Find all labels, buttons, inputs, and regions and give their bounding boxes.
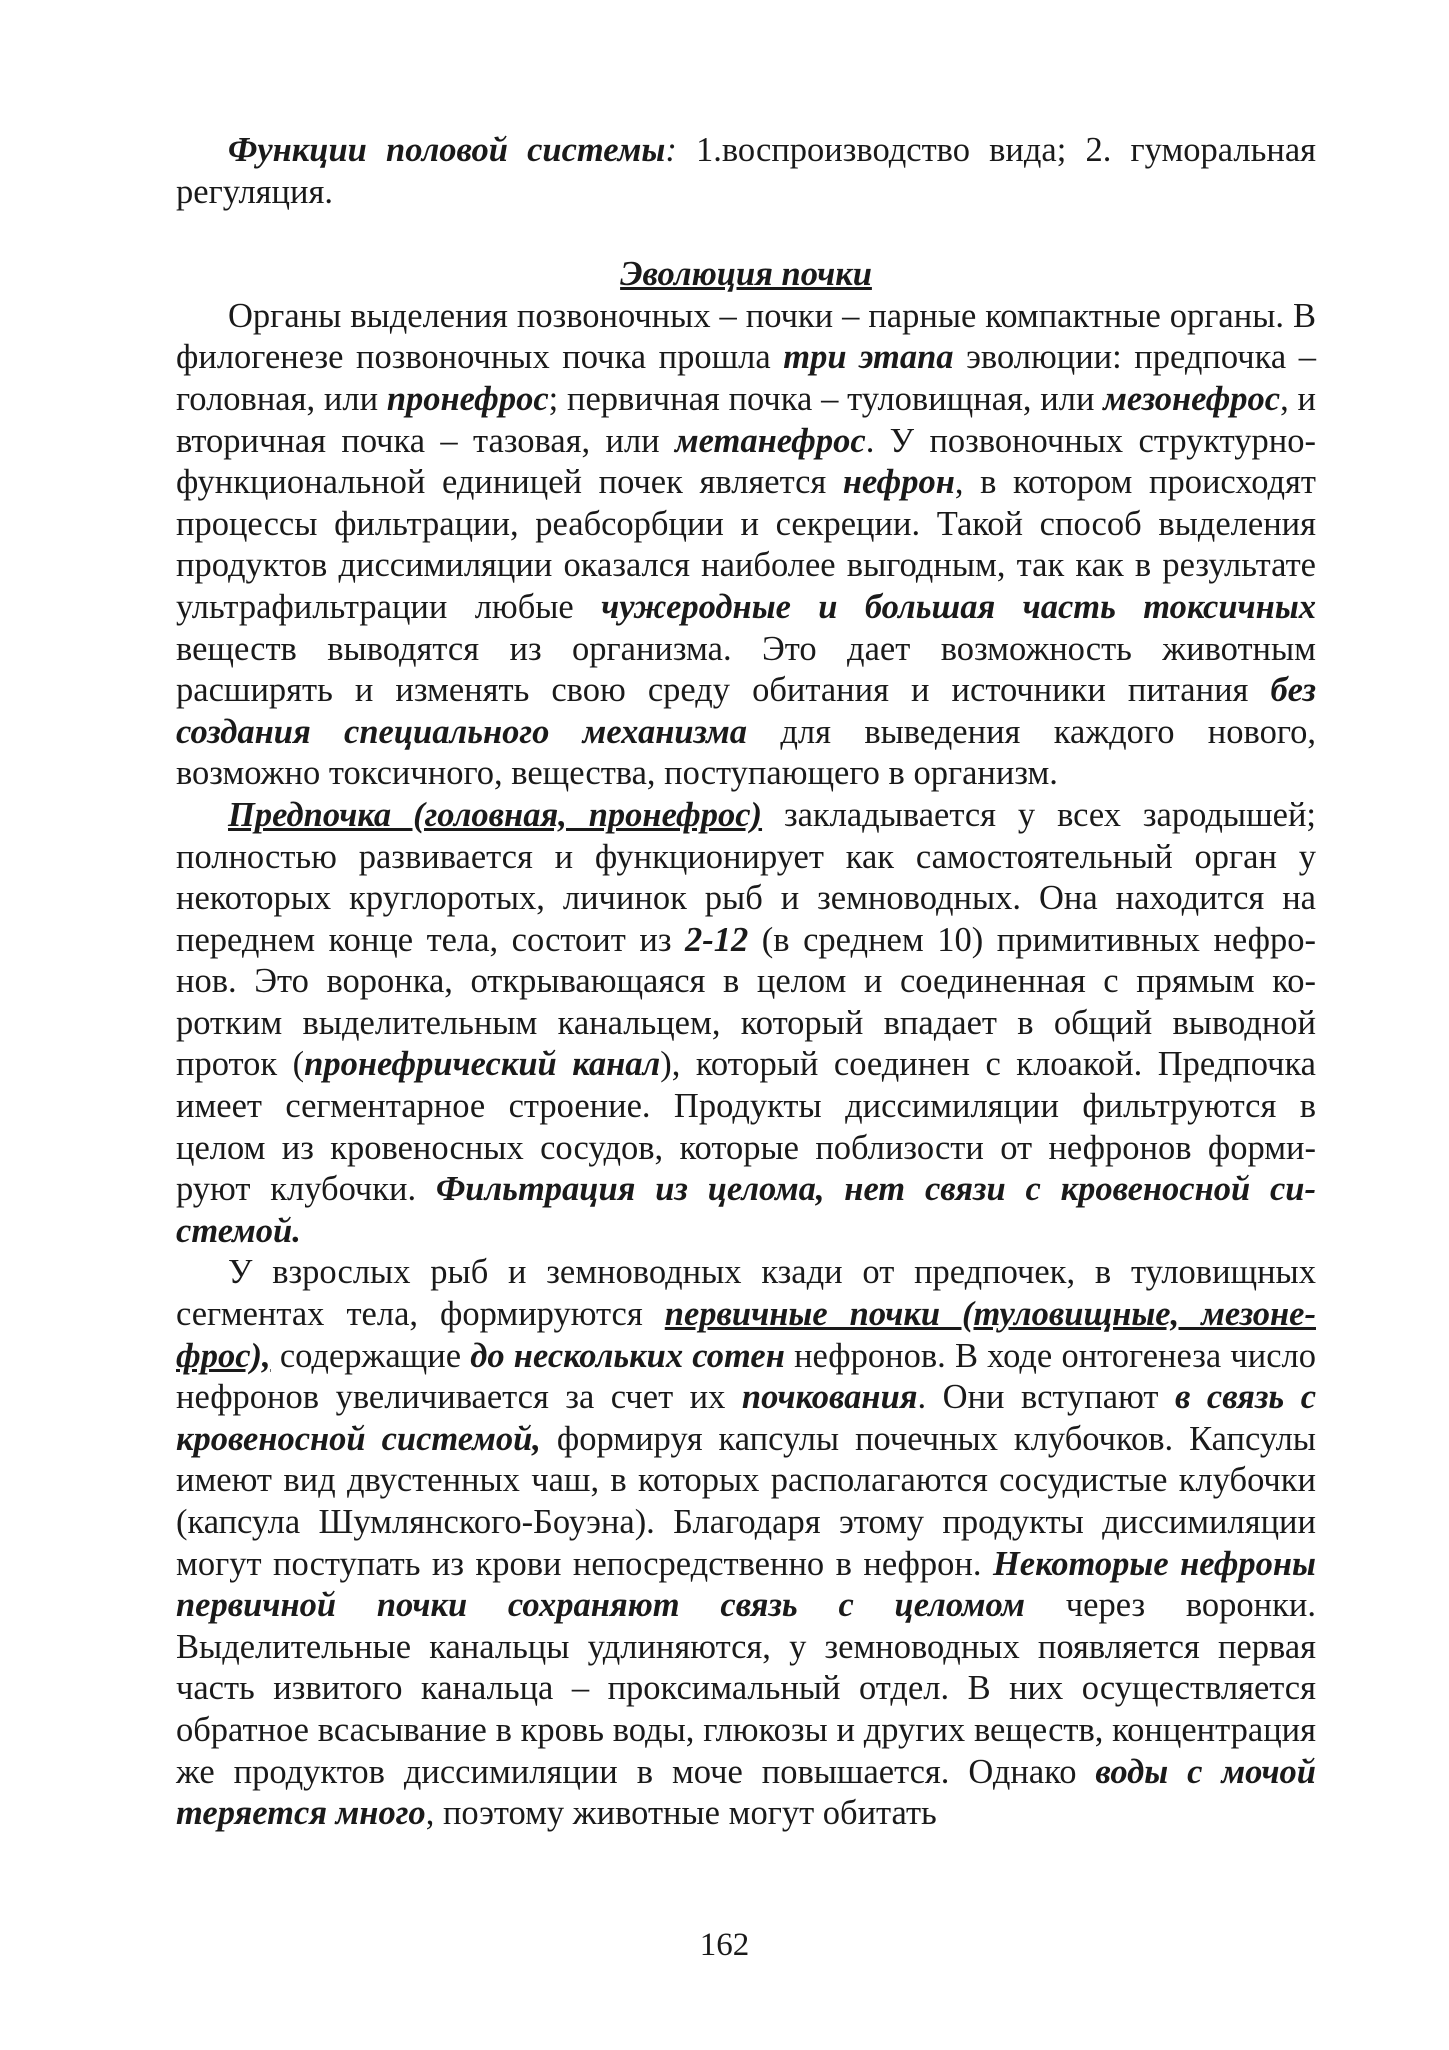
emphasis-run-underlined: первичные почки (туловищные, мезонефрос),: [176, 1295, 1316, 1375]
emphasis-run: три этапа: [783, 338, 954, 377]
emphasis-run: пронефрос: [386, 379, 549, 418]
text-run: , поэтому животные могут обитать: [425, 1794, 937, 1833]
section-heading: [176, 254, 1316, 296]
text-run: закладывается у всех зародышей; полностью развивается и функционирует как самостоятельный орган у некоторых круглоротых, личинок рыб и земноводных. Она находится на переднем конце тела, состоит из: [176, 795, 1316, 959]
emphasis-run: метанефрос: [675, 421, 866, 460]
emphasis-run: 2-12: [685, 920, 749, 959]
text-run: веществ выводятся из организма. Это дает возможность животным расширять и изменять свою среду обитания и источники питания: [176, 629, 1316, 710]
text-run: ), который соединен с клоакой. Предпочка имеет сегментарное строение. Продукты диссимиляции фильтруются в целом из кровеносных сосудов, которые поблизости от нефронов формируют клубочки.: [176, 1045, 1316, 1209]
page-number: 162: [699, 1927, 750, 1963]
text-run: эволюции: предпочка – головная, или: [176, 338, 1316, 418]
text-run: нефронов. В ходе онтогенеза число нефронов увеличивается за счет их: [176, 1336, 1316, 1417]
emphasis-run: почкования: [741, 1378, 918, 1417]
text-run: Органы выделения позвоночных – почки – парные компактные органы. В филогенезе позвоночных почка прошла: [176, 296, 1316, 377]
emphasis-run: воды с мочой теряется много: [176, 1752, 1316, 1833]
text-run: , в котором происходят процессы фильтрации, реабсорбции и секреции. Такой способ выделения продуктов диссимиляции оказался наиболее выгодным, так как в результате ультрафильтрации любые: [176, 463, 1316, 626]
emphasis-run-underlined: Предпочка (головная, пронефрос): [228, 795, 763, 834]
page-body: [176, 130, 1316, 1835]
paragraph-pronephros: [176, 795, 1316, 1253]
text-run: , и вторичная почка – тазовая, или: [176, 379, 1316, 460]
emphasis-run: пронефрический канал: [304, 1045, 661, 1084]
emphasis-run: мезонефрос: [1103, 379, 1281, 418]
text-run: через воронки. Выделительные канальцы удлиняются, у земноводных появляется первая часть извитого канальца – проксимальный отдел. В них осуществляется обратное всасывание в кровь воды, глюкозы и других веществ, концентрация же продуктов диссимиляции в моче повышается. Однако: [176, 1586, 1316, 1791]
functions-colon: :: [665, 131, 677, 169]
text-run: содержащие: [270, 1336, 471, 1375]
text-run: . Они вступают: [917, 1378, 1175, 1417]
heading-text: Эволюция почки: [620, 255, 872, 294]
text-run: ; первичная почка – туловищная, или: [548, 379, 1104, 418]
paragraph-evolution: [176, 296, 1316, 795]
emphasis-run: без создания специального механизма: [176, 671, 1316, 751]
text-run: У взрослых рыб и земноводных кзади от предпочек, в туловищных сегментах тела, формируются: [176, 1253, 1316, 1334]
emphasis-run: чужеродные и большая часть токсичных: [601, 587, 1317, 626]
emphasis-run: в связь с кровеносной системой,: [176, 1378, 1317, 1458]
text-run: . У позвоночных структурно-функциональной единицей почек является: [176, 421, 1316, 502]
functions-text: 1.воспроизводство вида; 2. гуморальная регуляция.: [176, 131, 1317, 211]
emphasis-run: Фильтрация из целома, нет связи с кровеносной системой.: [176, 1170, 1316, 1250]
text-run: формируя капсулы почечных клубочков. Капсулы имеют вид двустенных чаш, в которых располагаются сосудистые клубочки (капсула Шумлянского-Боуэна). Благодаря этому продукты диссимиляции могут поступать из крови непосредственно в нефрон.: [176, 1419, 1316, 1583]
paragraph-functions: [176, 130, 1316, 213]
emphasis-run: нефрон: [842, 463, 955, 502]
text-run: (в среднем 10) примитивных нефронов. Это воронка, открывающаяся в целом и соединенная с прямым коротким выделительным канальцем, который впадает в общий выводной проток (: [176, 920, 1317, 1084]
emphasis-run: до нескольких сотен: [470, 1336, 785, 1375]
functions-label: Функции половой системы: [228, 131, 666, 169]
text-run: для выведения каждого нового, возможно токсичного, вещества, поступающего в организм.: [176, 712, 1316, 793]
paragraph-mesonephros: [176, 1252, 1316, 1834]
emphasis-run: Некоторые нефроны первичной почки сохраняют связь с целомом: [176, 1544, 1316, 1625]
